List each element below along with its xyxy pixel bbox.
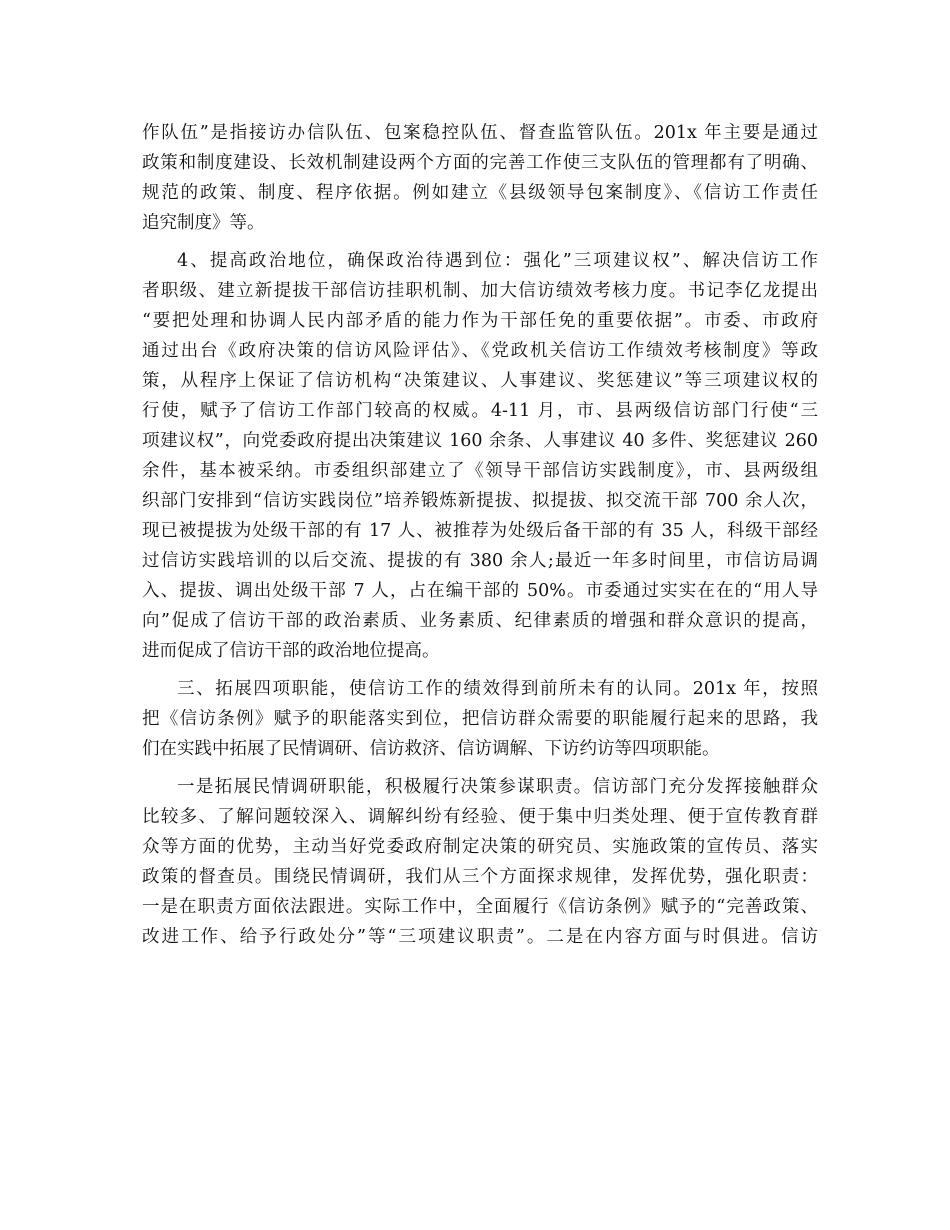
- paragraph-4: [142, 772, 818, 952]
- text-line: 追究制度》等。: [142, 213, 265, 233]
- text-line: 4、提高政治地位，确保政治待遇到位：强化”三项建议权”、解决信访工作: [177, 251, 818, 271]
- paragraph-1: [142, 118, 818, 238]
- text-line: 织部门安排到“信访实践岗位”培养锻炼新提拔、拟提拔、拟交流干部 700 余人次，: [142, 491, 818, 511]
- text-line: 余件，基本被采纳。市委组织部建立了《领导干部信访实践制度》，市、县两级组: [142, 461, 818, 481]
- document-page: [142, 118, 818, 952]
- text-line: 三、拓展四项职能，使信访工作的绩效得到前所未有的认同。201x 年，按照: [177, 679, 818, 699]
- text-line: 一是在职责方面依法跟进。实际工作中，全面履行《信访条例》赋予的“完善政策、: [142, 897, 818, 917]
- text-line: 政策和制度建设、长效机制建设两个方面的完善工作使三支队伍的管理都有了明确、: [142, 153, 818, 173]
- text-line: 行使，赋予了信访工作部门较高的权威。4-11 月，市、县两级信访部门行使“三: [142, 401, 818, 421]
- text-line: 规范的政策、制度、程序依据。例如建立《县级领导包案制度》、《信访工作责任: [142, 183, 818, 203]
- text-line: 策，从程序上保证了信访机构“决策建议、人事建议、奖惩建议”等三项建议权的: [142, 371, 818, 391]
- text-line: 一是拓展民情调研职能，积极履行决策参谋职责。信访部门充分发挥接触群众: [177, 777, 818, 797]
- text-line: 项建议权”，向党委政府提出决策建议 160 余条、人事建议 40 多件、奖惩建议 260: [142, 431, 818, 451]
- text-line: 比较多、了解问题较深入、调解纠纷有经验、便于集中归类处理、便于宣传教育群: [142, 807, 818, 827]
- text-line: 政策的督查员。围绕民情调研，我们从三个方面探求规律，发挥优势，强化职责：: [142, 867, 818, 887]
- text-line: 把《信访条例》赋予的职能落实到位，把信访群众需要的职能履行起来的思路，我: [142, 709, 818, 729]
- text-line: 入、提拔、调出处级干部 7 人，占在编干部的 50%。市委通过实实在在的“用人导: [142, 581, 818, 601]
- text-line: 众等方面的优势，主动当好党委政府制定决策的研究员、实施政策的宣传员、落实: [142, 837, 818, 857]
- text-line: “要把处理和协调人民内部矛盾的能力作为干部任免的重要依据”。市委、市政府: [142, 311, 818, 331]
- text-line: 者职级、建立新提拔干部信访挂职机制、加大信访绩效考核力度。书记李亿龙提出: [142, 281, 818, 301]
- text-line: 作队伍”是指接访办信队伍、包案稳控队伍、督查监管队伍。201x 年主要是通过: [142, 123, 818, 143]
- text-line: 向”促成了信访干部的政治素质、业务素质、纪律素质的增强和群众意识的提高，: [142, 611, 818, 631]
- paragraph-2: [142, 246, 818, 666]
- text-line: 现已被提拔为处级干部的有 17 人、被推荐为处级后备干部的有 35 人，科级干部经: [142, 521, 818, 541]
- text-line: 改进工作、给予行政处分”等“三项建议职责”。二是在内容方面与时俱进。信访: [142, 927, 818, 947]
- text-line: 进而促成了信访干部的政治地位提高。: [142, 641, 440, 661]
- text-line: 过信访实践培训的以后交流、提拔的有 380 余人;最近一年多时间里，市信访局调: [142, 551, 818, 571]
- text-line: 通过出台《政府决策的信访风险评估》、《党政机关信访工作绩效考核制度》等政: [142, 341, 818, 361]
- text-line: 们在实践中拓展了民情调研、信访救济、信访调解、下访约访等四项职能。: [142, 739, 720, 759]
- paragraph-3: [142, 674, 818, 764]
